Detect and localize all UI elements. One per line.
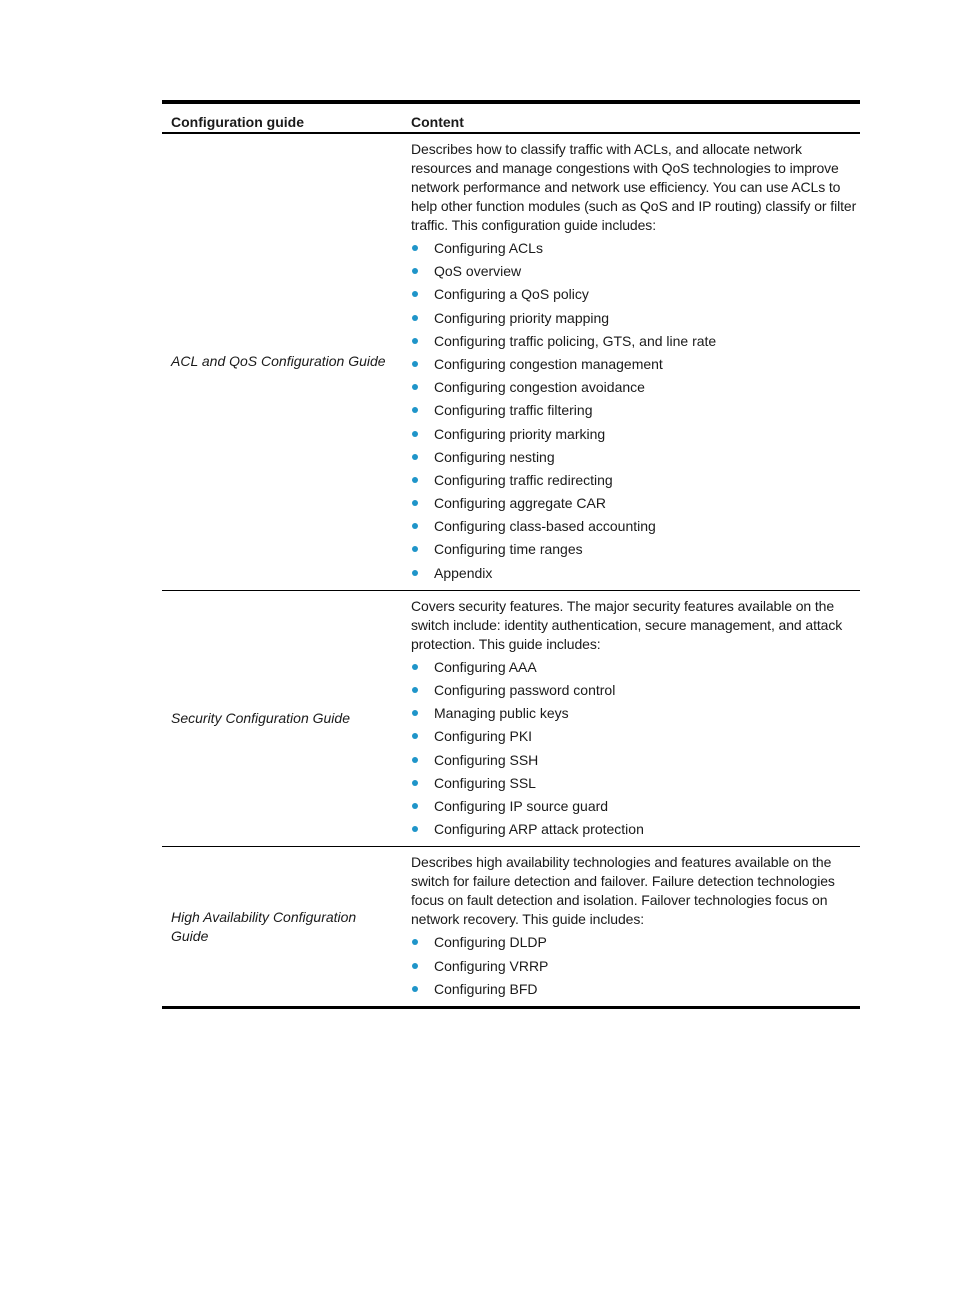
bullet-icon xyxy=(412,268,418,274)
list-item xyxy=(411,540,860,563)
list-item-label: Configuring BFD xyxy=(434,980,538,997)
table-row xyxy=(162,133,860,590)
bullet-icon xyxy=(412,826,418,832)
bullet-icon xyxy=(412,939,418,945)
bullet-icon xyxy=(412,315,418,321)
list-item xyxy=(411,401,860,424)
list-item xyxy=(411,262,860,285)
bullet-icon xyxy=(412,245,418,251)
list-item-label: QoS overview xyxy=(434,263,522,280)
list-item-label: Configuring traffic filtering xyxy=(434,402,593,419)
list-item xyxy=(411,820,860,843)
list-item xyxy=(411,704,860,727)
list-item-label: Configuring PKI xyxy=(434,728,533,745)
bullet-icon xyxy=(412,803,418,809)
list-item-label: Configuring congestion avoidance xyxy=(434,379,645,396)
list-item-label: Appendix xyxy=(434,564,493,581)
guide-content xyxy=(403,590,860,847)
list-item-label: Configuring password control xyxy=(434,682,616,698)
guide-name: High Availability Configuration Guide xyxy=(171,908,357,944)
list-item xyxy=(411,448,860,471)
list-item xyxy=(411,239,860,262)
list-item xyxy=(411,309,860,332)
guide-content xyxy=(403,847,860,1008)
list-item xyxy=(411,332,860,355)
list-item xyxy=(411,564,860,587)
guide-description: Describes how to classify traffic with ACLs, and allocate network resources and manage congestions with QoS technologies to improve network performance and network use efficiency. You can use ACLs to help other function modules (such as QoS and IP routing) classify or filter traffic. This configuration guide includes: xyxy=(411,141,857,233)
guide-name: Security Configuration Guide xyxy=(171,710,350,727)
list-item-label: Configuring VRRP xyxy=(434,957,549,974)
table-row xyxy=(162,590,860,847)
list-item-label: Configuring traffic policing, GTS, and line rate xyxy=(434,332,717,349)
header-content: Content xyxy=(411,114,464,130)
bullet-icon xyxy=(412,963,418,969)
bullet-icon xyxy=(412,500,418,506)
topic-list xyxy=(411,239,860,587)
list-item xyxy=(411,933,860,956)
bullet-icon xyxy=(412,477,418,483)
list-item xyxy=(411,425,860,448)
bullet-icon xyxy=(412,664,418,670)
bullet-icon xyxy=(412,407,418,413)
list-item-label: Configuring priority mapping xyxy=(434,309,610,326)
list-item-label: Configuring nesting xyxy=(434,448,555,465)
bullet-icon xyxy=(412,384,418,390)
list-item-label: Configuring time ranges xyxy=(434,541,583,558)
table-row xyxy=(162,847,860,1008)
bullet-icon xyxy=(412,454,418,460)
list-item-label: Configuring ACLs xyxy=(434,240,543,256)
bullet-icon xyxy=(412,570,418,576)
list-item-label: Configuring aggregate CAR xyxy=(434,495,606,512)
list-item-label: Configuring a QoS policy xyxy=(434,286,589,303)
bullet-icon xyxy=(412,291,418,297)
table-header xyxy=(162,102,860,133)
guide-content xyxy=(403,133,860,590)
list-item xyxy=(411,471,860,494)
list-item-label: Configuring class-based accounting xyxy=(434,518,656,535)
bullet-icon xyxy=(412,431,418,437)
bullet-icon xyxy=(412,523,418,529)
list-item-label: Configuring priority marking xyxy=(434,425,606,442)
list-item xyxy=(411,980,860,1003)
list-item xyxy=(411,681,860,704)
header-row xyxy=(162,102,860,133)
list-item xyxy=(411,285,860,308)
list-item xyxy=(411,658,860,681)
list-item xyxy=(411,378,860,401)
guide-description: Describes high availability technologies and features available on the switch for failure detection and failover. Failure detection technologies focus on fault detection and isolation. Failover technologies focus on network recovery. This guide includes: xyxy=(411,854,835,928)
bullet-icon xyxy=(412,338,418,344)
list-item xyxy=(411,957,860,980)
configuration-guide-table xyxy=(162,100,860,1009)
list-item xyxy=(411,774,860,797)
bullet-icon xyxy=(412,757,418,763)
list-item xyxy=(411,797,860,820)
list-item-label: Managing public keys xyxy=(434,705,569,722)
list-item-label: Configuring congestion management xyxy=(434,355,663,372)
header-configuration-guide: Configuration guide xyxy=(171,114,304,130)
list-item-label: Configuring SSH xyxy=(434,751,539,768)
list-item xyxy=(411,517,860,540)
bullet-icon xyxy=(412,780,418,786)
guide-name: ACL and QoS Configuration Guide xyxy=(171,353,386,370)
list-item-label: Configuring ARP attack protection xyxy=(434,821,644,838)
bullet-icon xyxy=(412,733,418,739)
topic-list xyxy=(411,658,860,844)
list-item-label: Configuring DLDP xyxy=(434,934,547,951)
table-body xyxy=(162,133,860,1007)
bullet-icon xyxy=(412,361,418,367)
guide-description: Covers security features. The major security features available on the switch include: identity authentication, secure management, and attack protection. This guide includes: xyxy=(411,597,843,652)
bullet-icon xyxy=(412,986,418,992)
list-item xyxy=(411,494,860,517)
list-item-label: Configuring AAA xyxy=(434,658,537,675)
list-item-label: Configuring IP source guard xyxy=(434,797,609,814)
list-item xyxy=(411,355,860,378)
list-item xyxy=(411,751,860,774)
bullet-icon xyxy=(412,546,418,552)
list-item xyxy=(411,727,860,750)
bullet-icon xyxy=(412,687,418,693)
list-item-label: Configuring SSL xyxy=(434,774,536,791)
topic-list xyxy=(411,933,860,1003)
list-item-label: Configuring traffic redirecting xyxy=(434,471,613,488)
bullet-icon xyxy=(412,710,418,716)
